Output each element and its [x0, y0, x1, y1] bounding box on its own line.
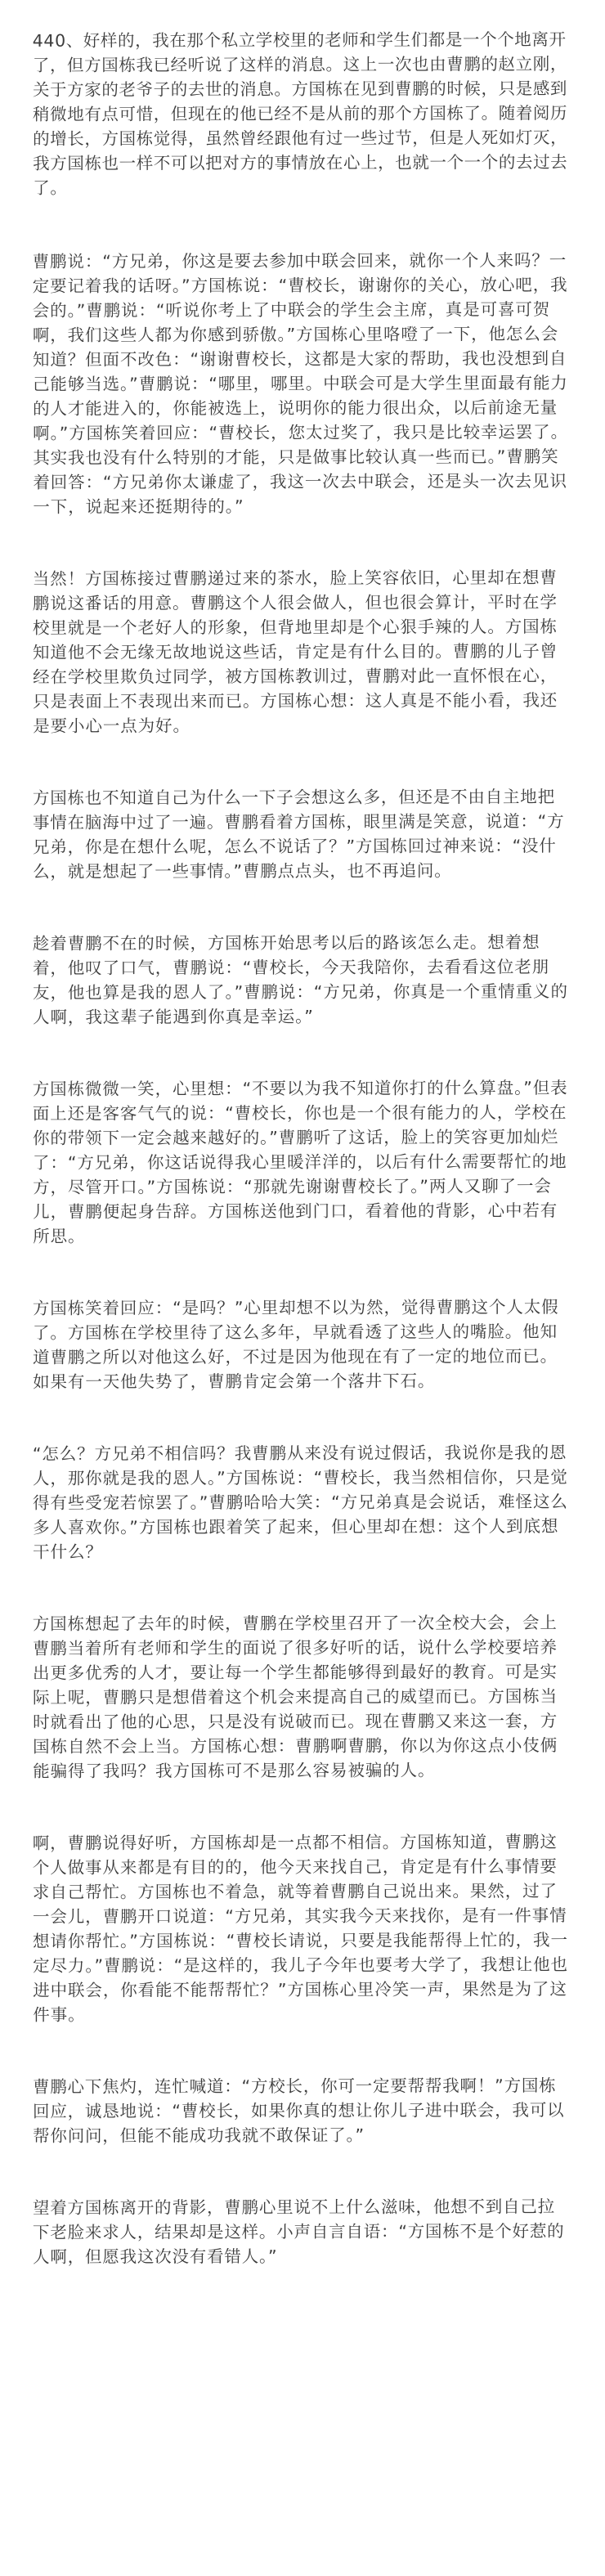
paragraph-3: 当然！方国栋接过曹鹏递过来的茶水，脸上笑容依旧，心里却在想曹鹏说这番话的用意。曹鹏这个人很会做人，但也很会算计，平时在学校里就是一个老好人的形象，但背地里却是个心狠手辣的人。方国栋知道他不会无缘无故地说这些话，肯定是有什么目的。曹鹏的儿子曾经在学校里欺负过同学，被方国栋教训过，曹鹏对此一直怀恨在心，只是表面上不表现出来而已。方国栋心想：这人真是不能小看，我还是要小心一点为好。	[32, 568, 558, 736]
paragraph-11: 曹鹏心下焦灼，连忙喊道：“方校长，你可一定要帮帮我啊！”方国栋回应，诚恳地说：“曹校长，如果你真的想让你儿子进中联会，我可以帮你问问，但能不能成功我就不敢保证了。”	[32, 2076, 565, 2146]
paragraph-9: 方国栋想起了去年的时候，曹鹏在学校里召开了一次全校大会，会上曹鹏当着所有老师和学生的面说了很多好听的话，说什么学校要培养出更多优秀的人才，要让每一个学生都能够得到最好的教育。可是实际上呢，曹鹏只是想借着这个机会来提高自己的威望而已。方国栋当时就看出了他的心思，只是没有说破而已。现在曹鹏又来这一套，方国栋自然不会上当。方国栋心想：曹鹏啊曹鹏，你以为你这点小伎俩能骗得了我吗？我方国栋可不是那么容易被骗的人。	[32, 1613, 558, 1781]
paragraph-7: 方国栋笑着回应：“是吗？”心里却想不以为然，觉得曹鹏这个人太假了。方国栋在学校里待了这么多年，早就看透了这些人的嘴脸。他知道曹鹏之所以对他这么好，不过是因为他现在有了一定的地位而已。如果有一天他失势了，曹鹏肯定会第一个落井下石。	[32, 1297, 559, 1392]
paragraph-6: 方国栋微微一笑，心里想：“不要以为我不知道你打的什么算盘。”但表面上还是客客气气的说：“曹校长，你也是一个很有能力的人，学校在你的带领下一定会越来越好的。”曹鹏听了这话，脸上的笑容更加灿烂了：“方兄弟，你这话说得我心里暖洋洋的，以后有什么需要帮忙的地方，尽管开口。”方国栋说：“那就先谢谢曹校长了。”两人又聊了一会儿，曹鹏便起身告辞。方国栋送他到门口，看着他的背影，心中若有所思。	[32, 1078, 568, 1246]
paragraph-4: 方国栋也不知道自己为什么一下子会想这么多，但还是不由自主地把事情在脑海中过了一遍。曹鹏看着方国栋，眼里满是笑意，说道：“方兄弟，你是在想什么呢，怎么不说话了？”方国栋回过神来说：“没什么，就是想起了一些事情。”曹鹏点点头，也不再追问。	[32, 787, 565, 882]
paragraph-8: “怎么？方兄弟不相信吗？我曹鹏从来没有说过假话，我说你是我的恩人，那你就是我的恩人。”方国栋说：“曹校长，我当然相信你，只是觉得有些受宠若惊罢了。”曹鹏哈哈大笑：“方兄弟真是会说话，难怪这么多人喜欢你。”方国栋也跟着笑了起来，但心里却在想：这个人到底想干什么？	[32, 1443, 568, 1562]
paragraph-10: 啊，曹鹏说得好听，方国栋却是一点都不相信。方国栋知道，曹鹏这个人做事从来都是有目的的，他今天来找自己，肯定是有什么事情要求自己帮忙。方国栋也不着急，就等着曹鹏自己说出来。果然，过了一会儿，曹鹏开口说道：“方兄弟，其实我今天来找你，是有一件事情想请你帮忙。”方国栋说：“曹校长请说，只要是我能帮得上忙的，我一定尽力。”曹鹏说：“是这样的，我儿子今年也要考大学了，我想让他也进中联会，你看能不能帮帮忙？”方国栋心里冷笑一声，果然是为了这件事。	[32, 1832, 568, 2025]
paragraph-1: 440、好样的，我在那个私立学校里的老师和学生们都是一个个地离开了，但方国栋我已经听说了这样的消息。这上一次也由曹鹏的赵立刚，关于方家的老爷子的去世的消息。方国栋在见到曹鹏的时候，只是感到稍微地有点可惜，但现在的他已经不是从前的那个方国栋了。随着阅历的增长，方国栋觉得，虽然曾经跟他有过一些过节，但是人死如灯灭，我方国栋也一样不可以把对方的事情放在心上，也就一个一个的去过去了。	[32, 29, 568, 198]
paragraph-5: 趁着曹鹏不在的时候，方国栋开始思考以后的路该怎么走。想着想着，他叹了口气，曹鹏说：“曹校长，今天我陪你，去看看这位老朋友，他也算是我的恩人了。”曹鹏说：“方兄弟，你真是一个重情重义的人啊，我这辈子能遇到你真是幸运。”	[32, 932, 568, 1027]
paragraph-2: 曹鹏说：“方兄弟，你这是要去参加中联会回来，就你一个人来吗？一定要记着我的话呀。”方国栋说：“曹校长，谢谢你的关心，放心吧，我会的。”曹鹏说：“听说你考上了中联会的学生会主席，真是可喜可贺啊，我们这些人都为你感到骄傲。”方国栋心里咯噔了一下，他怎么会知道？但面不改色：“谢谢曹校长，这都是大家的帮助，我也没想到自己能够当选。”曹鹏说：“哪里，哪里。中联会可是大学生里面最有能力的人才能进入的，你能被选上，说明你的能力很出众，以后前途无量啊。”方国栋笑着回应：“曹校长，您太过奖了，我只是比较幸运罢了。其实我也没有什么特别的才能，只是做事比较认真一些而已。”曹鹏笑着回答：“方兄弟你太谦虚了，我这一次去中联会，还是头一次去见识一下，说起来还挺期待的。”	[32, 250, 568, 517]
paragraph-12: 望着方国栋离开的背影，曹鹏心里说不上什么滋味，他想不到自己拉下老脸来求人，结果却是这样。小声自言自语：“方国栋不是个好惹的人啊，但愿我这次没有看错人。”	[32, 2197, 565, 2267]
